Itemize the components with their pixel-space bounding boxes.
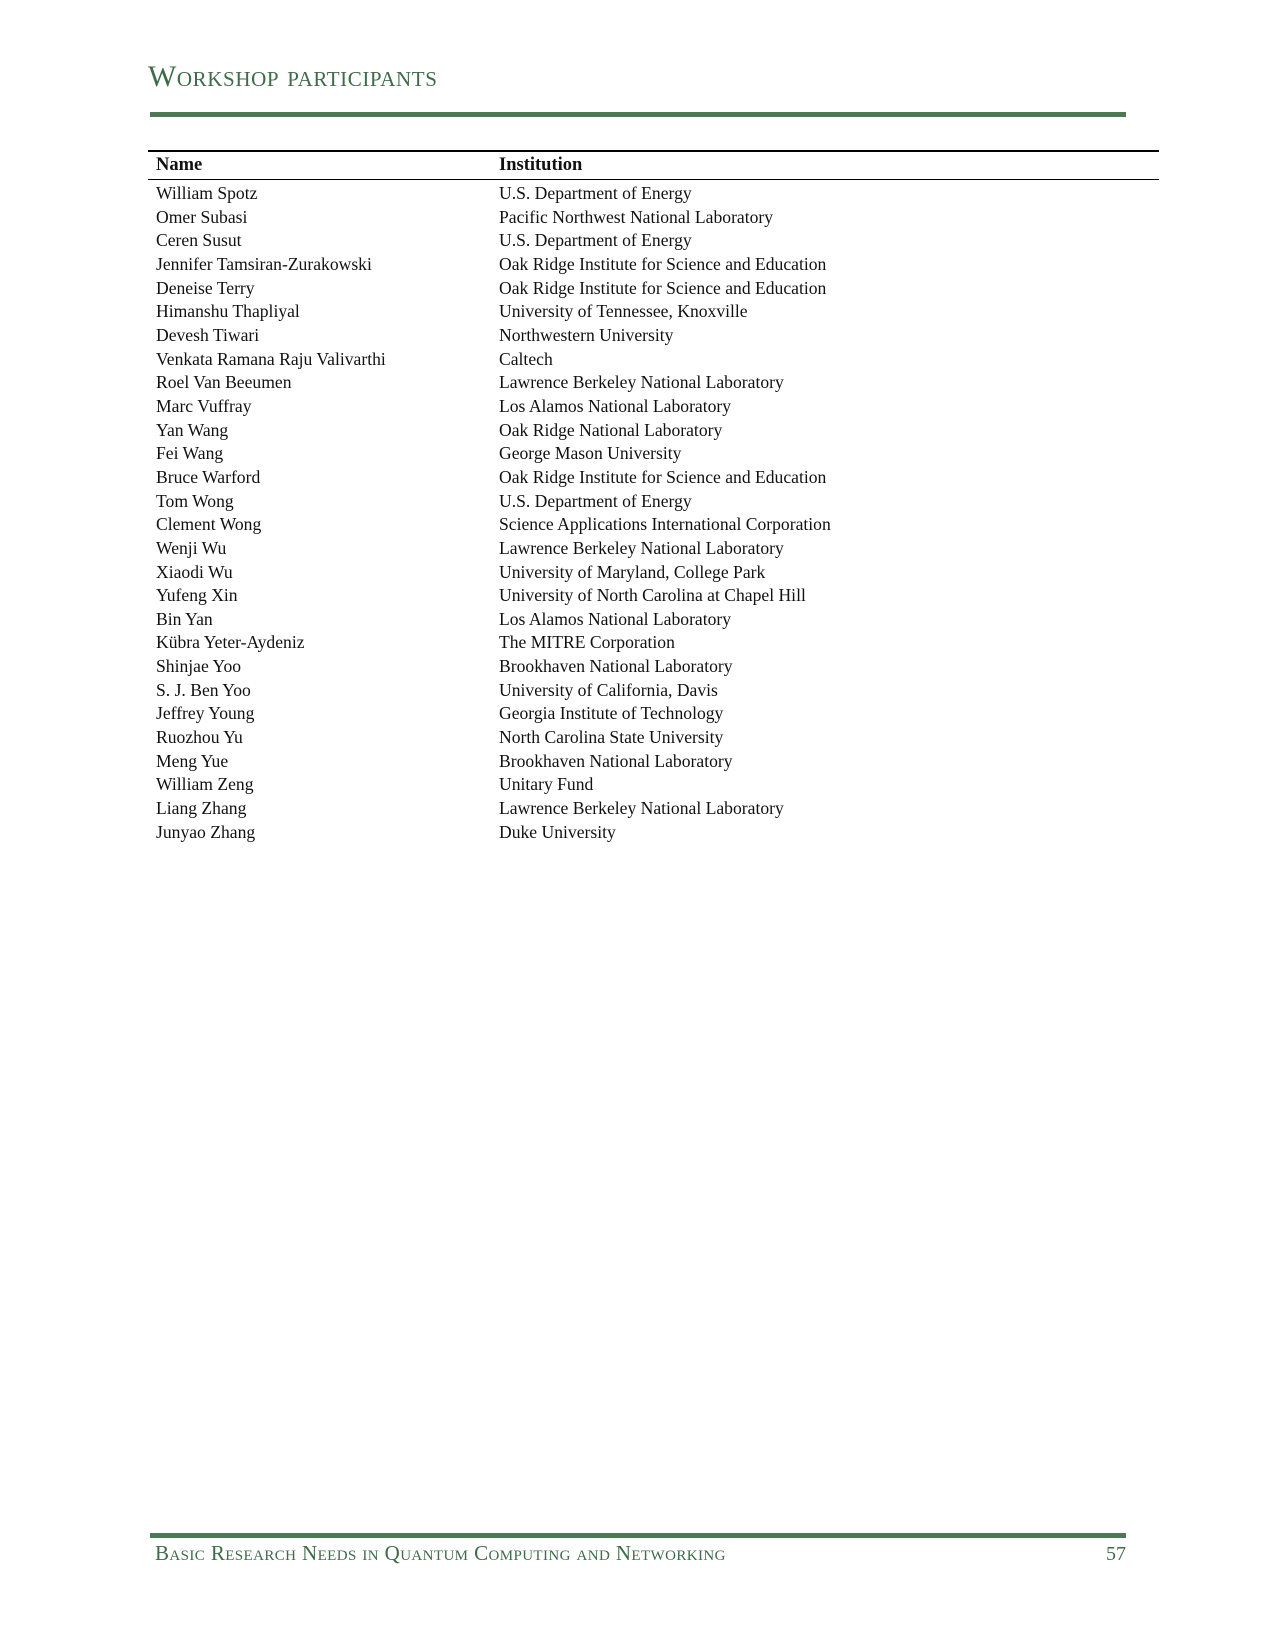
participant-name-cell: Devesh Tiwari bbox=[156, 324, 260, 345]
table-row bbox=[148, 490, 1159, 514]
table-body bbox=[148, 180, 1159, 845]
table-row bbox=[148, 631, 1159, 655]
participant-name-cell: Bruce Warford bbox=[156, 466, 261, 487]
participant-institution-cell: Lawrence Berkeley National Laboratory bbox=[499, 537, 784, 558]
participant-name-cell: Yan Wang bbox=[156, 419, 229, 440]
participant-name-cell: Jeffrey Young bbox=[156, 703, 255, 724]
participant-institution-cell: Caltech bbox=[499, 348, 553, 369]
participant-name-cell: Tom Wong bbox=[156, 490, 234, 511]
table-row bbox=[148, 180, 1159, 206]
participant-institution-cell: Pacific Northwest National Laboratory bbox=[499, 206, 774, 227]
participants-table bbox=[148, 150, 1159, 844]
table-row bbox=[148, 726, 1159, 750]
table-row bbox=[148, 395, 1159, 419]
participant-institution-cell: Duke University bbox=[499, 821, 616, 842]
participant-institution-cell: Science Applications International Corporation bbox=[499, 514, 831, 535]
participant-name-cell: Deneise Terry bbox=[156, 277, 255, 298]
table-row bbox=[148, 442, 1159, 466]
participant-institution-cell: Oak Ridge Institute for Science and Education bbox=[499, 277, 827, 298]
table-row bbox=[148, 324, 1159, 348]
table-row bbox=[148, 229, 1159, 253]
participant-institution-cell: U.S. Department of Energy bbox=[499, 490, 692, 511]
table-row bbox=[148, 206, 1159, 230]
title-rule bbox=[150, 112, 1126, 117]
table-row bbox=[148, 584, 1159, 608]
participant-institution-cell: Georgia Institute of Technology bbox=[499, 703, 724, 724]
participant-name-cell: Yufeng Xin bbox=[156, 585, 238, 606]
participant-institution-cell: Oak Ridge Institute for Science and Education bbox=[499, 466, 827, 487]
participant-institution-cell: University of Tennessee, Knoxville bbox=[499, 301, 748, 322]
page-footer bbox=[150, 1541, 1126, 1566]
table-row bbox=[148, 797, 1159, 821]
participant-name-cell: Bin Yan bbox=[156, 608, 213, 629]
table-row bbox=[148, 513, 1159, 537]
participant-name-cell: Fei Wang bbox=[156, 443, 224, 464]
participant-institution-cell: U.S. Department of Energy bbox=[499, 230, 692, 251]
table-row bbox=[148, 300, 1159, 324]
participant-name-cell: Ceren Susut bbox=[156, 230, 242, 251]
table-row bbox=[148, 537, 1159, 561]
table-row bbox=[148, 750, 1159, 774]
participant-name-cell: Xiaodi Wu bbox=[156, 561, 233, 582]
table-row bbox=[148, 773, 1159, 797]
table-row bbox=[148, 419, 1159, 443]
participant-institution-cell: University of California, Davis bbox=[499, 679, 718, 700]
participant-name-cell: Himanshu Thapliyal bbox=[156, 301, 300, 322]
footer-rule bbox=[150, 1533, 1126, 1538]
participant-name-cell: Junyao Zhang bbox=[156, 821, 256, 842]
participant-name-cell: S. J. Ben Yoo bbox=[156, 679, 251, 700]
participant-institution-cell: Los Alamos National Laboratory bbox=[499, 395, 732, 416]
table-row bbox=[148, 608, 1159, 632]
participant-institution-cell: North Carolina State University bbox=[499, 727, 724, 748]
table-row bbox=[148, 561, 1159, 585]
participant-name-cell: Meng Yue bbox=[156, 750, 229, 771]
participant-institution-cell: Brookhaven National Laboratory bbox=[499, 750, 733, 771]
column-header-name: Name bbox=[148, 151, 491, 180]
table-row bbox=[148, 821, 1159, 845]
participant-name-cell: Liang Zhang bbox=[156, 798, 247, 819]
participant-name-cell: Venkata Ramana Raju Valivarthi bbox=[156, 348, 386, 369]
participant-institution-cell: Lawrence Berkeley National Laboratory bbox=[499, 372, 784, 393]
footer-title: Basic Research Needs in Quantum Computing and Networking bbox=[155, 1541, 726, 1565]
participant-institution-cell: U.S. Department of Energy bbox=[499, 183, 692, 203]
participant-name-cell: William Zeng bbox=[156, 774, 254, 795]
table-row bbox=[148, 277, 1159, 301]
participant-name-cell: Marc Vuffray bbox=[156, 395, 252, 416]
participant-institution-cell: Los Alamos National Laboratory bbox=[499, 608, 732, 629]
table-row bbox=[148, 466, 1159, 490]
participant-name-cell: Kübra Yeter-Aydeniz bbox=[156, 632, 305, 653]
table-row bbox=[148, 348, 1159, 372]
participant-institution-cell: University of Maryland, College Park bbox=[499, 561, 766, 582]
page-title: Workshop participants bbox=[148, 60, 438, 93]
participant-name-cell: Shinjae Yoo bbox=[156, 656, 242, 677]
table-row bbox=[148, 371, 1159, 395]
table-row bbox=[148, 655, 1159, 679]
table-header-row bbox=[148, 151, 1159, 180]
participant-institution-cell: Oak Ridge Institute for Science and Education bbox=[499, 253, 827, 274]
page-number: 57 bbox=[1106, 1543, 1126, 1565]
participant-name-cell: Clement Wong bbox=[156, 514, 262, 535]
column-header-institution: Institution bbox=[491, 151, 1159, 180]
table-row bbox=[148, 679, 1159, 703]
participant-name-cell: Roel Van Beeumen bbox=[156, 372, 292, 393]
participant-name-cell: Ruozhou Yu bbox=[156, 727, 243, 748]
participant-institution-cell: Lawrence Berkeley National Laboratory bbox=[499, 798, 784, 819]
participant-institution-cell: Unitary Fund bbox=[499, 774, 594, 795]
participant-institution-cell: Brookhaven National Laboratory bbox=[499, 656, 733, 677]
table-row bbox=[148, 253, 1159, 277]
participant-name-cell: William Spotz bbox=[156, 183, 258, 203]
table-row bbox=[148, 702, 1159, 726]
participant-institution-cell: The MITRE Corporation bbox=[499, 632, 675, 653]
participant-name-cell: Wenji Wu bbox=[156, 537, 227, 558]
participant-institution-cell: Oak Ridge National Laboratory bbox=[499, 419, 723, 440]
participant-institution-cell: George Mason University bbox=[499, 443, 682, 464]
participant-name-cell: Jennifer Tamsiran-Zurakowski bbox=[156, 253, 372, 274]
participant-institution-cell: Northwestern University bbox=[499, 324, 674, 345]
participant-name-cell: Omer Subasi bbox=[156, 206, 248, 227]
participant-institution-cell: University of North Carolina at Chapel Hill bbox=[499, 585, 806, 606]
